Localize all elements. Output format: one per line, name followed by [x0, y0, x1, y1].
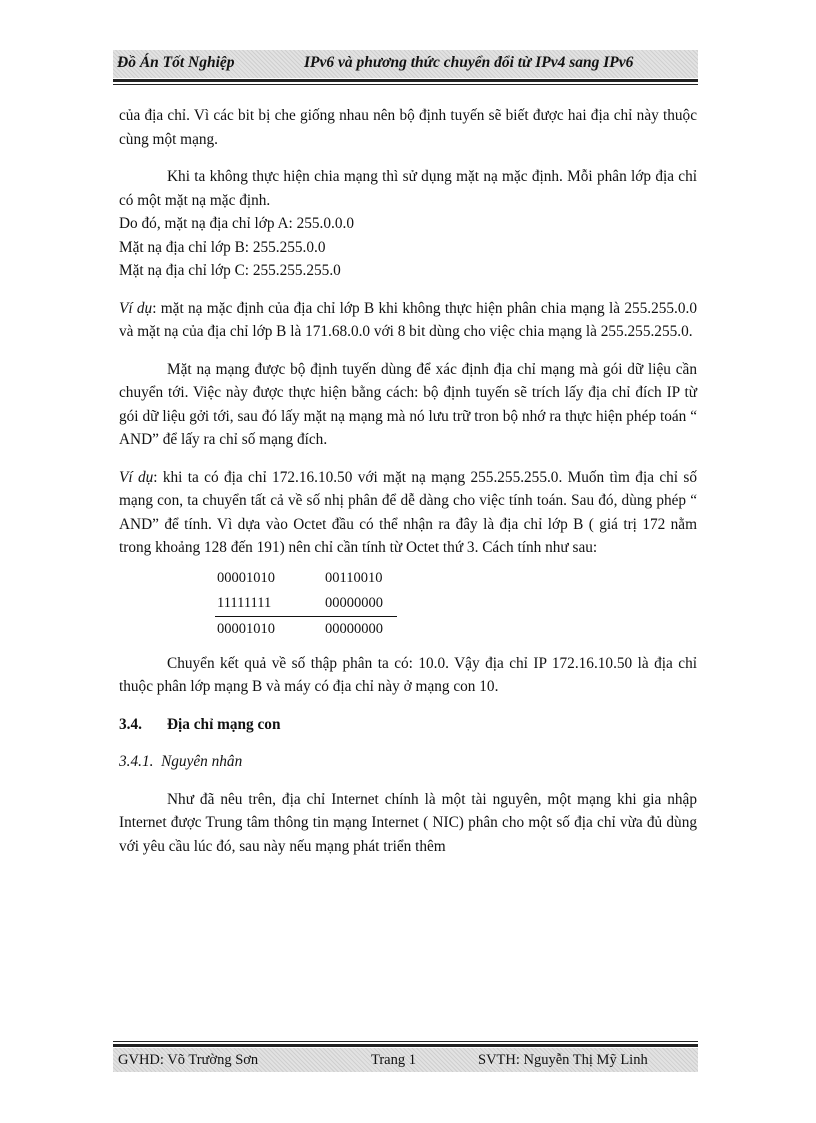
section-title: Địa chỉ mạng con — [167, 715, 281, 733]
page-body — [119, 104, 697, 858]
subsection-heading — [119, 750, 697, 774]
footer-rule — [113, 1044, 698, 1047]
subsection-number: 3.4.1. — [119, 753, 154, 770]
calc-row — [217, 591, 397, 616]
example-label: Ví dụ — [119, 468, 154, 486]
binary-and-calculation — [217, 566, 397, 642]
header-rule — [113, 79, 698, 82]
example-label: Ví dụ — [119, 299, 153, 317]
calc-cell: 00001010 — [217, 620, 275, 637]
section-number: 3.4. — [119, 715, 142, 733]
calc-cell: 00110010 — [325, 569, 383, 586]
example-paragraph — [119, 466, 697, 560]
subsection-title: Nguyên nhân — [161, 753, 243, 770]
page-header — [113, 50, 698, 78]
paragraph: Mặt nạ mạng được bộ định tuyến dùng để xác định địa chỉ mạng mà gói dữ liệu cần chuyển tới. Việc này được thực hiện bằng cách: bộ định tuyến sẽ trích lấy địa chỉ đích IP từ gói dữ liệu gởi tới, sau đó lấy mặt nạ mạng mà nó lưu trữ tron bộ nhớ ra thực hiện phép toán “ AND” để lấy ra chỉ số mạng đích. — [119, 360, 697, 448]
footer-rule-thin — [113, 1041, 698, 1042]
section-heading — [119, 713, 697, 737]
text-line: Mặt nạ địa chỉ lớp B: 255.255.0.0 — [119, 238, 326, 256]
page-footer — [113, 1048, 698, 1072]
calc-cell: 11111111 — [217, 594, 272, 611]
footer-student: SVTH: Nguyễn Thị Mỹ Linh — [478, 1052, 648, 1068]
example-text: : mặt nạ mặc định của địa chỉ lớp B khi không thực hiện phân chia mạng là 255.255.0.0 và mặt nạ của địa chỉ lớp B là 171.68.0.0 với 8 bit dùng cho việc chia mạng là 255.255.255.0. — [119, 299, 697, 340]
calc-cell: 00000000 — [325, 594, 383, 611]
paragraph: Chuyển kết quả về số thập phân ta có: 10.0. Vậy địa chỉ IP 172.16.10.50 là địa chỉ thuộc phân lớp mạng B và máy có địa chỉ này ở mạng con 10. — [119, 654, 697, 695]
calc-row — [217, 617, 397, 642]
calc-row — [217, 566, 397, 591]
header-right-title: IPv6 và phương thức chuyển đổi từ IPv4 sang IPv6 — [304, 54, 634, 71]
text-line: Mặt nạ địa chỉ lớp C: 255.255.255.0 — [119, 262, 341, 279]
header-left-title: Đồ Án Tốt Nghiệp — [117, 54, 235, 71]
calc-cell: 00000000 — [325, 620, 383, 637]
example-text: : khi ta có địa chỉ 172.16.10.50 với mặt nạ mạng 255.255.255.0. Muốn tìm địa chỉ số mạng con, ta chuyển tất cả về số nhị phân để dễ dàng cho việc tính toán. Sau đó, dùng phép “ AND” để tính. Vì dựa vào Octet đầu có thể nhận ra đây là địa chỉ lớp B ( giá trị 172 nằm trong khoảng 128 đến 191) nên chỉ cần tính từ Octet thứ 3. Cách tính như sau: — [119, 468, 697, 556]
footer-advisor: GVHD: Võ Trường Sơn — [118, 1052, 259, 1068]
paragraph: Như đã nêu trên, địa chỉ Internet chính là một tài nguyên, một mạng khi gia nhập Internet được Trung tâm thông tin mạng Internet ( NIC) phân cho một số địa chỉ vừa đủ dùng với yêu cầu lúc đó, sau này nếu mạng phát triển thêm — [119, 790, 697, 855]
calc-cell: 00001010 — [217, 569, 275, 586]
paragraph: của địa chỉ. Vì các bit bị che giống nhau nên bộ định tuyến sẽ biết được hai địa chỉ này thuộc cùng một mạng. — [119, 107, 697, 148]
header-rule-thin — [113, 84, 698, 85]
text-line: Do đó, mặt nạ địa chỉ lớp A: 255.0.0.0 — [119, 215, 354, 232]
page-number: Trang 1 — [371, 1052, 416, 1068]
paragraph: Khi ta không thực hiện chia mạng thì sử dụng mặt nạ mặc định. Mỗi phân lớp địa chỉ có một mặt nạ mặc định. — [119, 168, 697, 209]
example-paragraph — [119, 297, 697, 344]
